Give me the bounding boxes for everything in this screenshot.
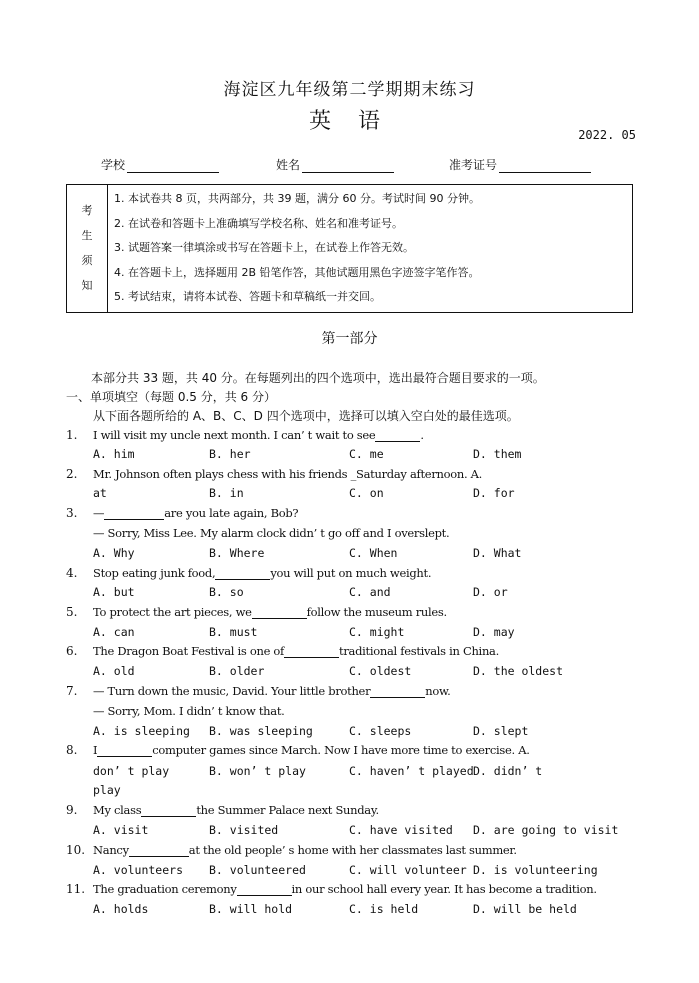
option-a[interactable]: A. holds <box>93 902 149 916</box>
answer-blank[interactable] <box>104 508 164 520</box>
answer-blank[interactable] <box>284 646 339 658</box>
exam-id-blank[interactable] <box>499 160 591 173</box>
question-reply: — Sorry, Miss Lee. My alarm clock didn’ t go off and I overslept. <box>93 526 450 540</box>
name-blank[interactable] <box>302 160 394 173</box>
option-b[interactable]: B. will hold <box>209 902 293 916</box>
option-c[interactable]: C. oldest <box>349 664 412 678</box>
candidate-notice-box <box>66 184 633 313</box>
option-c[interactable]: C. will volunteer <box>349 863 467 877</box>
question-stem: Nancy at the old people’ s home with her classmates last summer. <box>93 843 517 857</box>
option-c[interactable]: C. sleeps <box>349 724 412 738</box>
answer-blank[interactable] <box>370 686 425 698</box>
option-a[interactable]: A. is sleeping <box>93 724 190 738</box>
option-b[interactable]: B. Where <box>209 546 265 560</box>
option-a[interactable]: A. visit <box>93 823 149 837</box>
answer-blank[interactable] <box>129 845 189 857</box>
option-b[interactable]: B. her <box>209 447 251 461</box>
name-label: 姓名 <box>276 158 301 172</box>
option-d[interactable]: D. for <box>473 486 515 500</box>
option-a[interactable]: A. but <box>93 585 135 599</box>
question-stem: — Turn down the music, David. Your little brother now. <box>93 684 451 698</box>
question-stem: I will visit my uncle next month. I can’ t wait to see . <box>93 428 424 442</box>
exam-date: 2022. 05 <box>578 128 636 142</box>
notice-item: 5. 考试结束，请将本试卷、答题卡和草稿纸一并交回。 <box>114 290 381 303</box>
option-c[interactable]: C. me <box>349 447 384 461</box>
option-d[interactable]: D. didn’ t <box>473 764 543 778</box>
exam-id-field <box>449 156 591 173</box>
option-d[interactable]: D. the oldest <box>473 664 564 678</box>
question-stem: Stop eating junk food, you will put on much weight. <box>93 566 432 580</box>
question-stem: — are you late again, Bob? <box>93 506 299 520</box>
notice-item: 2. 在试卷和答题卡上准确填写学校名称、姓名和准考证号。 <box>114 216 403 230</box>
question-number: 1. <box>66 428 78 442</box>
section-instruction: 从下面各题所给的 A、B、C、D 四个选项中，选择可以填入空白处的最佳选项。 <box>93 409 519 423</box>
option-a[interactable]: A. old <box>93 664 135 678</box>
question-reply: — Sorry, Mom. I didn’ t know that. <box>93 704 285 718</box>
notice-item: 1. 本试卷共 8 页，共两部分，共 39 题，满分 60 分。考试时间 90 分钟。 <box>114 192 480 205</box>
question-stem: To protect the art pieces, we follow the museum rules. <box>93 605 447 619</box>
option-a[interactable]: A. volunteers <box>93 863 184 877</box>
option-b[interactable]: B. won’ t play <box>209 764 306 778</box>
option-c[interactable]: C. and <box>349 585 391 599</box>
question-stem: I computer games since March. Now I have more time to exercise. A. <box>93 743 530 757</box>
question-number: 11. <box>66 882 86 896</box>
option-a[interactable]: A. can <box>93 625 135 639</box>
answer-blank[interactable] <box>252 607 307 619</box>
option-a[interactable]: at <box>93 486 107 500</box>
option-c[interactable]: C. on <box>349 486 384 500</box>
question-number: 4. <box>66 566 78 580</box>
question-stem: My class the Summer Palace next Sunday. <box>93 803 379 817</box>
option-d[interactable]: D. or <box>473 585 508 599</box>
option-d[interactable]: D. will be held <box>473 902 577 916</box>
option-b[interactable]: B. in <box>209 486 244 500</box>
question-number: 10. <box>66 843 86 857</box>
notice-items <box>108 185 633 313</box>
option-c[interactable]: C. haven’ t played <box>349 764 474 778</box>
question-stem: Mr. Johnson often plays chess with his friends _Saturday afternoon. A. <box>93 467 483 481</box>
answer-blank[interactable] <box>141 805 196 817</box>
notice-item: 4. 在答题卡上，选择题用 2B 铅笔作答，其他试题用黑色字迹签字笔作答。 <box>114 265 480 279</box>
exam-title: 海淀区九年级第二学期期末练习 <box>223 80 476 100</box>
option-b[interactable]: B. older <box>209 664 265 678</box>
question-number: 7. <box>66 684 78 698</box>
answer-blank[interactable] <box>215 568 270 580</box>
question-number: 6. <box>66 644 78 658</box>
question-number: 2. <box>66 467 78 481</box>
option-d[interactable]: D. slept <box>473 724 529 738</box>
question-number: 8. <box>66 743 78 757</box>
question-number: 3. <box>66 506 78 520</box>
option-c[interactable]: C. When <box>349 546 398 560</box>
question-stem: The Dragon Boat Festival is one of traditional festivals in China. <box>93 644 499 658</box>
option-a[interactable]: A. Why <box>93 546 135 560</box>
name-field <box>276 156 394 173</box>
option-a[interactable]: don’ t play <box>93 764 170 778</box>
school-field <box>101 156 219 173</box>
part-intro: 本部分共 33 题，共 40 分。在每题列出的四个选项中，选出最符合题目要求的一项。 <box>91 371 545 385</box>
answer-blank[interactable] <box>237 884 292 896</box>
option-c[interactable]: C. have visited <box>349 823 453 837</box>
option-d[interactable]: D. What <box>473 546 522 560</box>
option-b[interactable]: B. must <box>209 625 258 639</box>
answer-blank[interactable] <box>375 430 420 442</box>
option-c[interactable]: C. might <box>349 625 405 639</box>
option-a-continued: play <box>93 783 121 797</box>
school-blank[interactable] <box>127 160 219 173</box>
question-number: 9. <box>66 803 78 817</box>
section-heading: 一、单项填空（每题 0.5 分，共 6 分） <box>66 390 276 404</box>
option-b[interactable]: B. volunteered <box>209 863 306 877</box>
school-label: 学校 <box>101 158 126 172</box>
option-c[interactable]: C. is held <box>349 902 419 916</box>
option-b[interactable]: B. visited <box>209 823 279 837</box>
subject-title: 英 语 <box>309 109 390 134</box>
option-b[interactable]: B. was sleeping <box>209 724 313 738</box>
exam-id-label: 准考证号 <box>449 158 498 172</box>
option-b[interactable]: B. so <box>209 585 244 599</box>
option-d[interactable]: D. are going to visit <box>473 823 619 837</box>
notice-item: 3. 试题答案一律填涂或书写在答题卡上，在试卷上作答无效。 <box>114 241 414 254</box>
question-number: 5. <box>66 605 78 619</box>
notice-side-label: 考 生 须 知 <box>67 185 108 313</box>
question-stem: The graduation ceremony in our school hall every year. It has become a tradition. <box>93 882 597 896</box>
part-title: 第一部分 <box>321 331 378 347</box>
option-d[interactable]: D. them <box>473 447 522 461</box>
option-d[interactable]: D. is volunteering <box>473 863 598 877</box>
option-d[interactable]: D. may <box>473 625 515 639</box>
option-a[interactable]: A. him <box>93 447 135 461</box>
answer-blank[interactable] <box>97 745 152 757</box>
